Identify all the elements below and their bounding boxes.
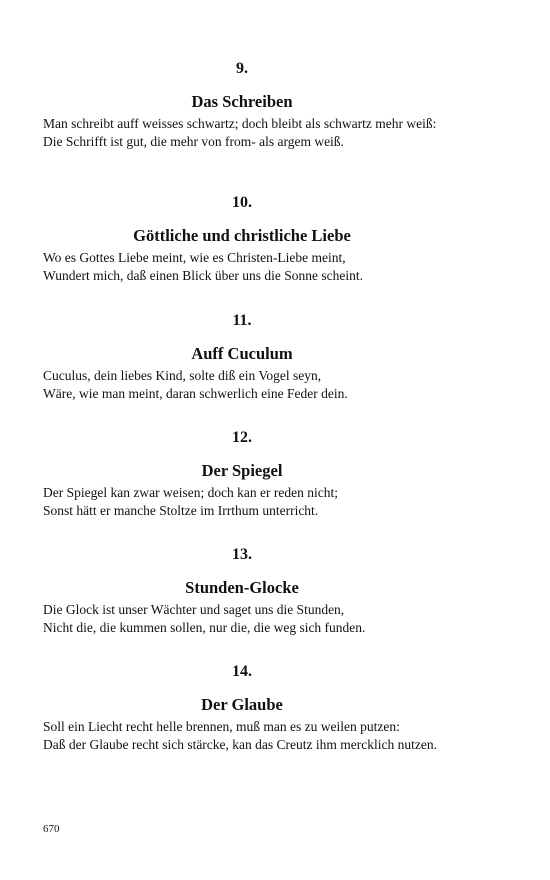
epigram-10: [43, 193, 441, 284]
verse-line: Die Schrifft ist gut, die mehr von from- als argem weiß.: [43, 133, 344, 149]
epigram-title: Das Schreiben: [191, 92, 293, 111]
page-number: 670: [43, 823, 60, 835]
epigram-verse: [43, 115, 441, 150]
epigram-12: [43, 428, 441, 519]
verse-line: Cuculus, dein liebes Kind, solte diß ein Vogel seyn,: [43, 368, 322, 383]
epigram-number: 9.: [236, 60, 248, 77]
epigram-verse: [43, 484, 441, 519]
epigram-number: 12.: [232, 429, 252, 446]
epigram-11: [43, 311, 441, 402]
epigram-9: [43, 59, 441, 150]
verse-line: Nicht die, die kummen sollen, nur die, die weg sich funden.: [43, 619, 366, 635]
epigram-number: 10.: [232, 194, 252, 211]
epigram-verse: [43, 249, 441, 284]
verse-line: Man schreibt auff weisses schwartz; doch bleibt als schwartz mehr weiß:: [43, 116, 437, 131]
verse-line: Wäre, wie man meint, daran schwerlich eine Feder dein.: [43, 385, 348, 401]
verse-line: Die Glock ist unser Wächter und saget uns die Stunden,: [43, 602, 345, 617]
verse-line: Daß der Glaube recht sich stärcke, kan das Creutz ihm mercklich nutzen.: [43, 736, 437, 752]
epigram-title: Auff Cuculum: [191, 344, 293, 363]
verse-line: Wundert mich, daß einen Blick über uns die Sonne scheint.: [43, 267, 364, 283]
epigram-title: Stunden-Glocke: [185, 578, 299, 597]
verse-line: Der Spiegel kan zwar weisen; doch kan er reden nicht;: [43, 485, 339, 500]
verse-line: Sonst hätt er manche Stoltze im Irrthum unterricht.: [43, 502, 319, 518]
epigram-number: 11.: [232, 312, 252, 329]
verse-line: Soll ein Liecht recht helle brennen, muß man es zu weilen putzen:: [43, 719, 400, 734]
epigram-title: Der Glaube: [201, 695, 283, 714]
epigram-title: Der Spiegel: [201, 461, 283, 480]
epigram-verse: [43, 718, 441, 753]
epigram-number: 13.: [232, 546, 252, 563]
epigram-number: 14.: [232, 663, 252, 680]
epigram-title: Göttliche und christliche Liebe: [133, 226, 351, 245]
epigram-verse: [43, 367, 441, 402]
epigram-14: [43, 662, 441, 753]
verse-line: Wo es Gottes Liebe meint, wie es Christen-Liebe meint,: [43, 250, 346, 265]
epigram-13: [43, 545, 441, 636]
epigram-verse: [43, 601, 441, 636]
